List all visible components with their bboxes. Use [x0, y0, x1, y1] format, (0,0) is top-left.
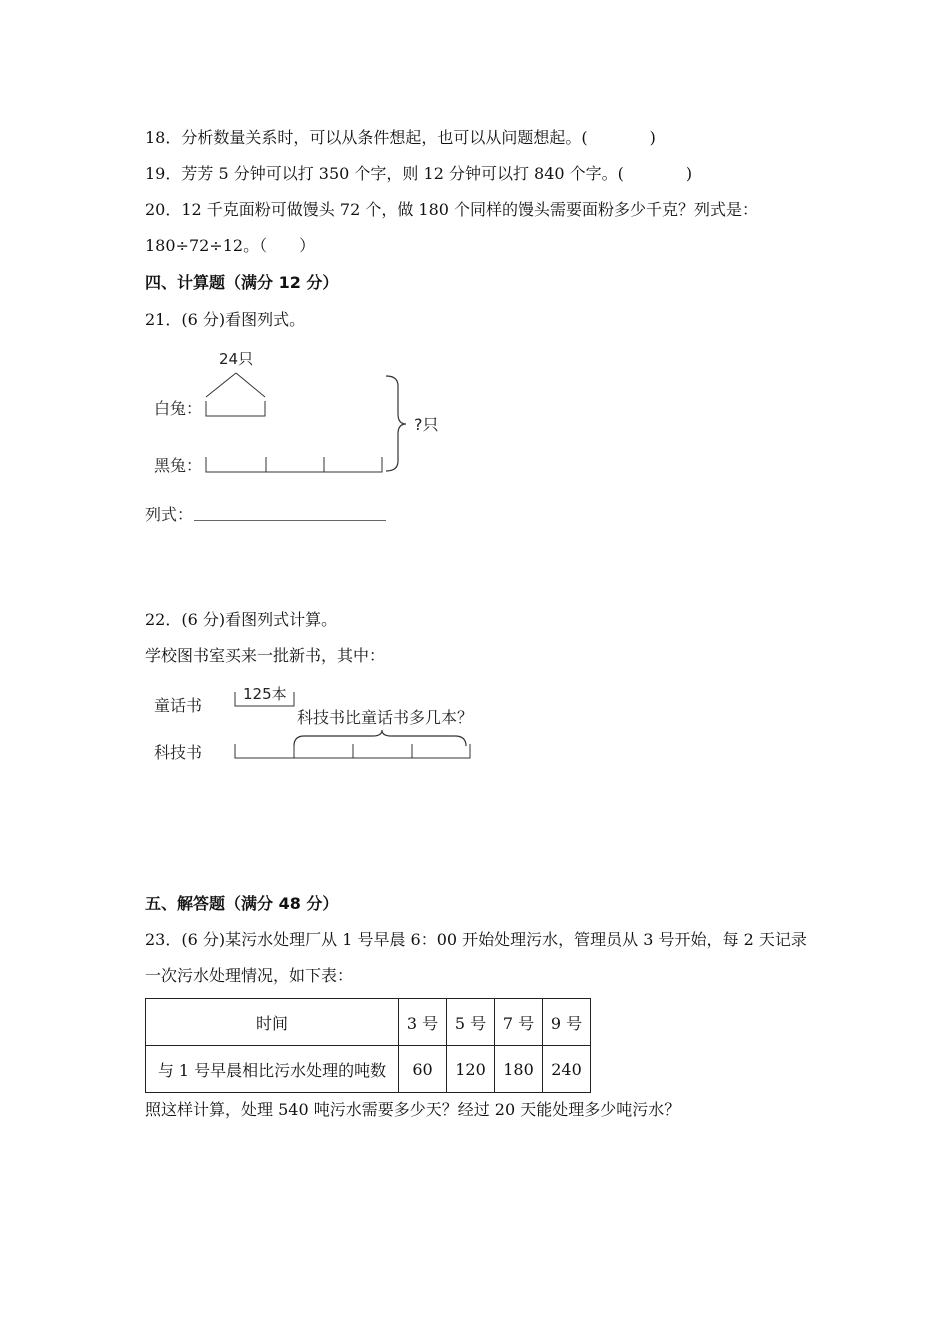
question-18-close: )	[649, 128, 656, 147]
question-19-close: )	[685, 164, 693, 183]
question-20-line2: 180÷72÷12。（ ）	[145, 236, 316, 255]
table-header-row	[146, 999, 591, 1046]
table-day-7: 7 号	[495, 999, 543, 1046]
black-rabbit-label: 黑兔：	[154, 456, 203, 475]
table-day-3: 3 号	[399, 999, 447, 1046]
question-22-title: 22．(6 分)看图列式计算。	[145, 610, 338, 629]
fairy-book-label: 童话书	[154, 696, 203, 715]
rabbit-total-label: 24只	[219, 350, 254, 368]
white-rabbit-bar	[206, 401, 265, 416]
question-23-line2: 一次污水处理情况，如下表：	[145, 966, 354, 985]
black-rabbit-bar	[206, 457, 382, 472]
book-question-label: 科技书比童话书多几本？	[297, 708, 474, 727]
question-19-text: 19．芳芳 5 分钟可以打 350 个字，则 12 分钟可以打 840 个字。(	[145, 164, 624, 183]
rabbit-total-bracket-right	[236, 373, 265, 397]
section-4-title: 四、计算题（满分 12 分）	[145, 273, 339, 292]
total-brace	[386, 376, 406, 471]
question-18-text: 18．分析数量关系时，可以从条件想起，也可以从问题想起。(	[145, 128, 588, 147]
white-rabbit-label: 白兔：	[154, 399, 203, 418]
tech-book-label: 科技书	[154, 743, 203, 762]
tech-book-bar	[235, 744, 470, 758]
section-5-title: 五、解答题（满分 48 分）	[145, 894, 339, 913]
question-22-intro: 学校图书室买来一批新书，其中：	[145, 646, 386, 665]
table-day-9: 9 号	[543, 999, 591, 1046]
table-header-label: 时间	[146, 999, 399, 1046]
table-value-7: 180	[495, 1046, 543, 1093]
question-23-question: 照这样计算，处理 540 吨污水需要多少天？经过 20 天能处理多少吨污水？	[145, 1100, 681, 1119]
answer-blank-line[interactable]	[194, 520, 386, 521]
question-20-line1: 20．12 千克面粉可做馒头 72 个，做 180 个同样的馒头需要面粉多少千克？列式是：	[145, 200, 759, 219]
table-value-3: 60	[399, 1046, 447, 1093]
table-row-label: 与 1 号早晨相比污水处理的吨数	[146, 1046, 399, 1093]
table-day-5: 5 号	[447, 999, 495, 1046]
answer-label: 列式：	[145, 505, 194, 524]
table-value-5: 120	[447, 1046, 495, 1093]
table-value-9: 240	[543, 1046, 591, 1093]
question-23-line1: 23．(6 分)某污水处理厂从 1 号早晨 6：00 开始处理污水，管理员从 3 号开始，每 2 天记录	[145, 930, 807, 949]
question-21-title: 21．(6 分)看图列式。	[145, 310, 306, 329]
sewage-table	[145, 998, 591, 1093]
rabbit-question-label: ?只	[414, 415, 439, 434]
rabbit-total-bracket-left	[206, 373, 236, 397]
fairy-book-value: 125本	[243, 685, 287, 703]
difference-brace	[294, 730, 466, 746]
table-value-row	[146, 1046, 591, 1093]
